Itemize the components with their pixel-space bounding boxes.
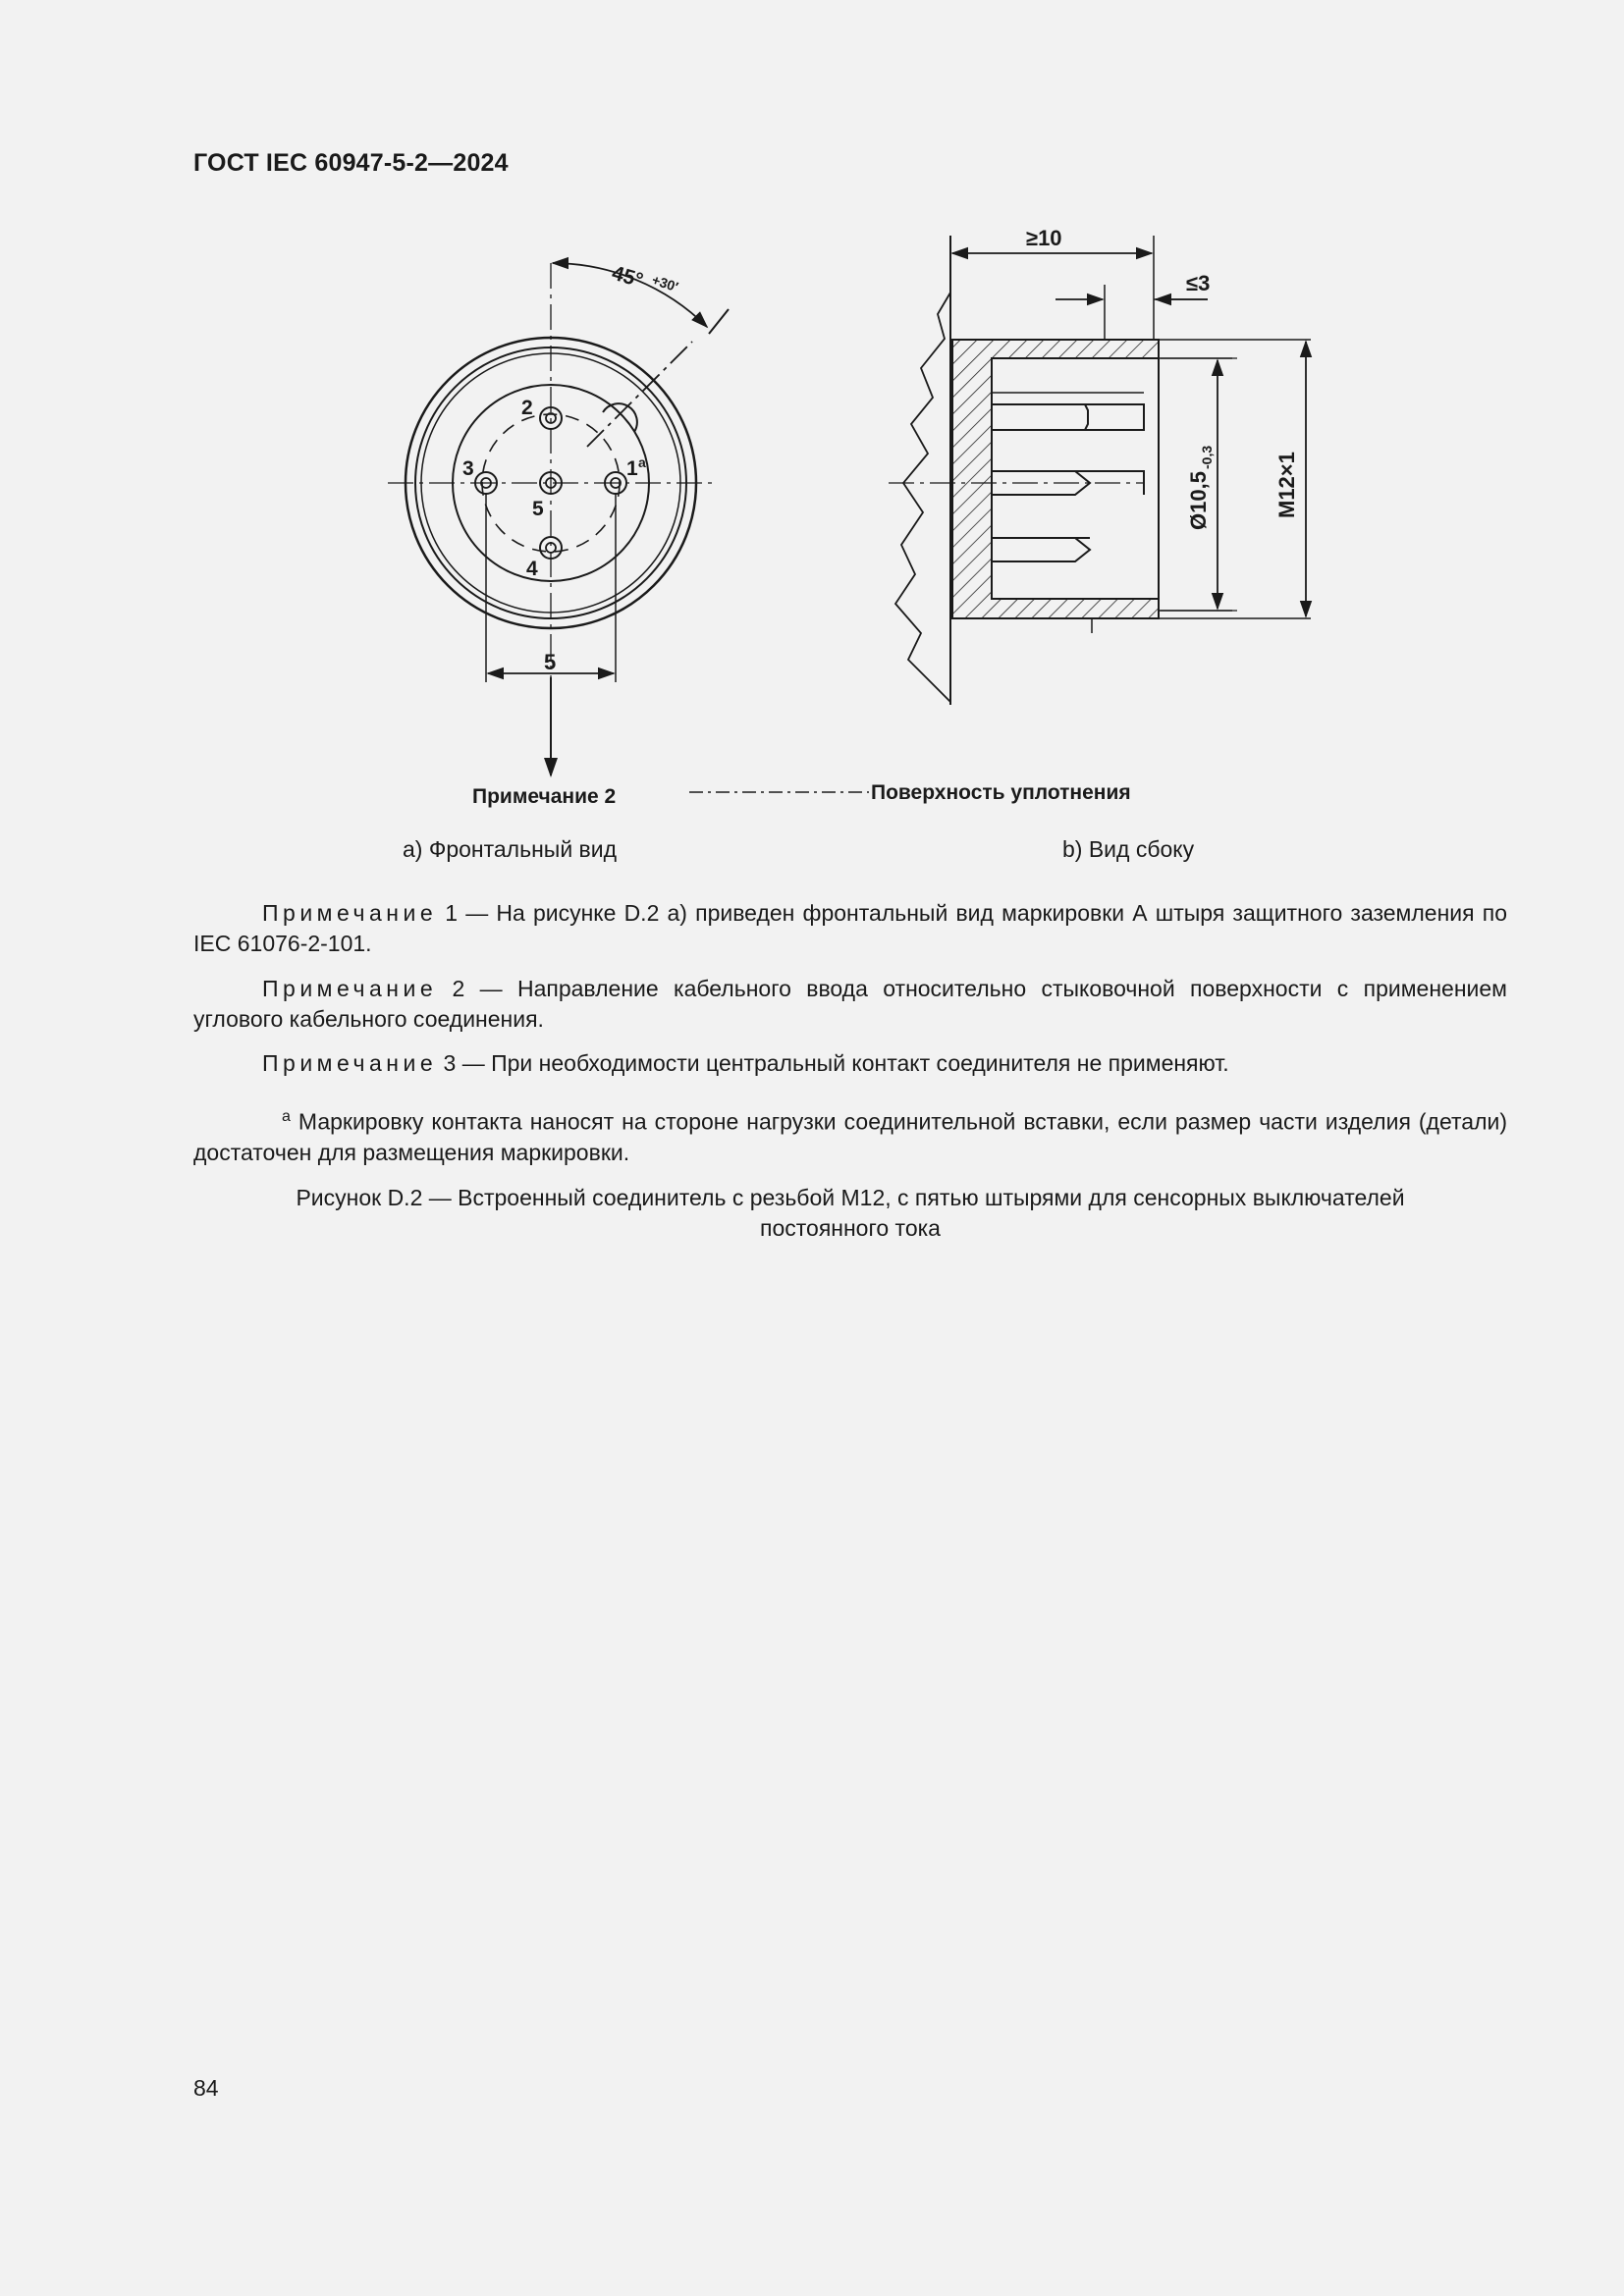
front-view <box>388 263 729 775</box>
figure-caption-line-2: постоянного тока <box>760 1215 941 1241</box>
note-3-text: 3 — При необходимости центральный контакт соединителя не применяют. <box>437 1050 1229 1076</box>
footnote-mark: а <box>282 1108 291 1125</box>
contact-label-4: 4 <box>526 558 538 580</box>
note-2-label: Примечание <box>262 976 438 1001</box>
note-1 <box>193 898 1507 959</box>
note-2-reference: Примечание 2 <box>472 785 617 808</box>
caption-side-view: b) Вид сбоку <box>1062 836 1195 862</box>
note-1-text: 1 — На рисунке D.2 а) приведен фронтальный вид маркировки А штыря защитного заземления по IEC 61076-2-101. <box>193 900 1507 956</box>
angle-tolerance: +30′ <box>650 271 680 295</box>
note-2-text: 2 — Направление кабельного ввода относительно стыковочной поверхности с применением углового кабельного соединения. <box>193 976 1507 1032</box>
side-view <box>889 236 1311 705</box>
document-header: ГОСТ IEC 60947-5-2—2024 <box>193 149 509 177</box>
contact-label-2: 2 <box>521 397 533 419</box>
contact-label-1-superscript: a <box>638 454 646 470</box>
footnote-text: Маркировку контакта наносят на стороне нагрузки соединительной вставки, если размер части изделия (детали) достаточен для размещения маркировки. <box>193 1108 1507 1165</box>
dimension-diameter-tolerance: -0,3 <box>1199 445 1215 469</box>
caption-front-view: а) Фронтальный вид <box>403 836 618 862</box>
angle-label: 45° <box>609 261 646 293</box>
dimension-thread: M12×1 <box>1274 452 1299 518</box>
note-3 <box>193 1048 1507 1079</box>
contact-label-3: 3 <box>462 457 474 480</box>
sealing-surface-label: Поверхность уплотнения <box>871 781 1131 804</box>
dimension-diameter: Ø10,5 <box>1186 471 1211 530</box>
side-view-labels <box>1026 226 1299 530</box>
dimension-max-3: ≤3 <box>1186 271 1211 295</box>
figure-caption-line-1: Рисунок D.2 — Встроенный соединитель с резьбой M12, с пятью штырями для сенсорных выключателей <box>296 1185 1405 1210</box>
contact-label-1: 1 <box>626 457 638 480</box>
dimension-5-label: 5 <box>544 650 557 674</box>
front-view-labels <box>462 262 680 808</box>
note-1-label: Примечание <box>262 900 438 926</box>
connector-drawing <box>0 0 1624 883</box>
page-number: 84 <box>193 2075 219 2101</box>
note-2 <box>193 974 1507 1035</box>
figure-caption <box>193 1183 1507 1244</box>
note-3-label: Примечание <box>262 1050 438 1076</box>
contact-label-5: 5 <box>532 498 544 520</box>
footnote <box>193 1101 1507 1168</box>
dimension-min-10: ≥10 <box>1026 226 1062 250</box>
